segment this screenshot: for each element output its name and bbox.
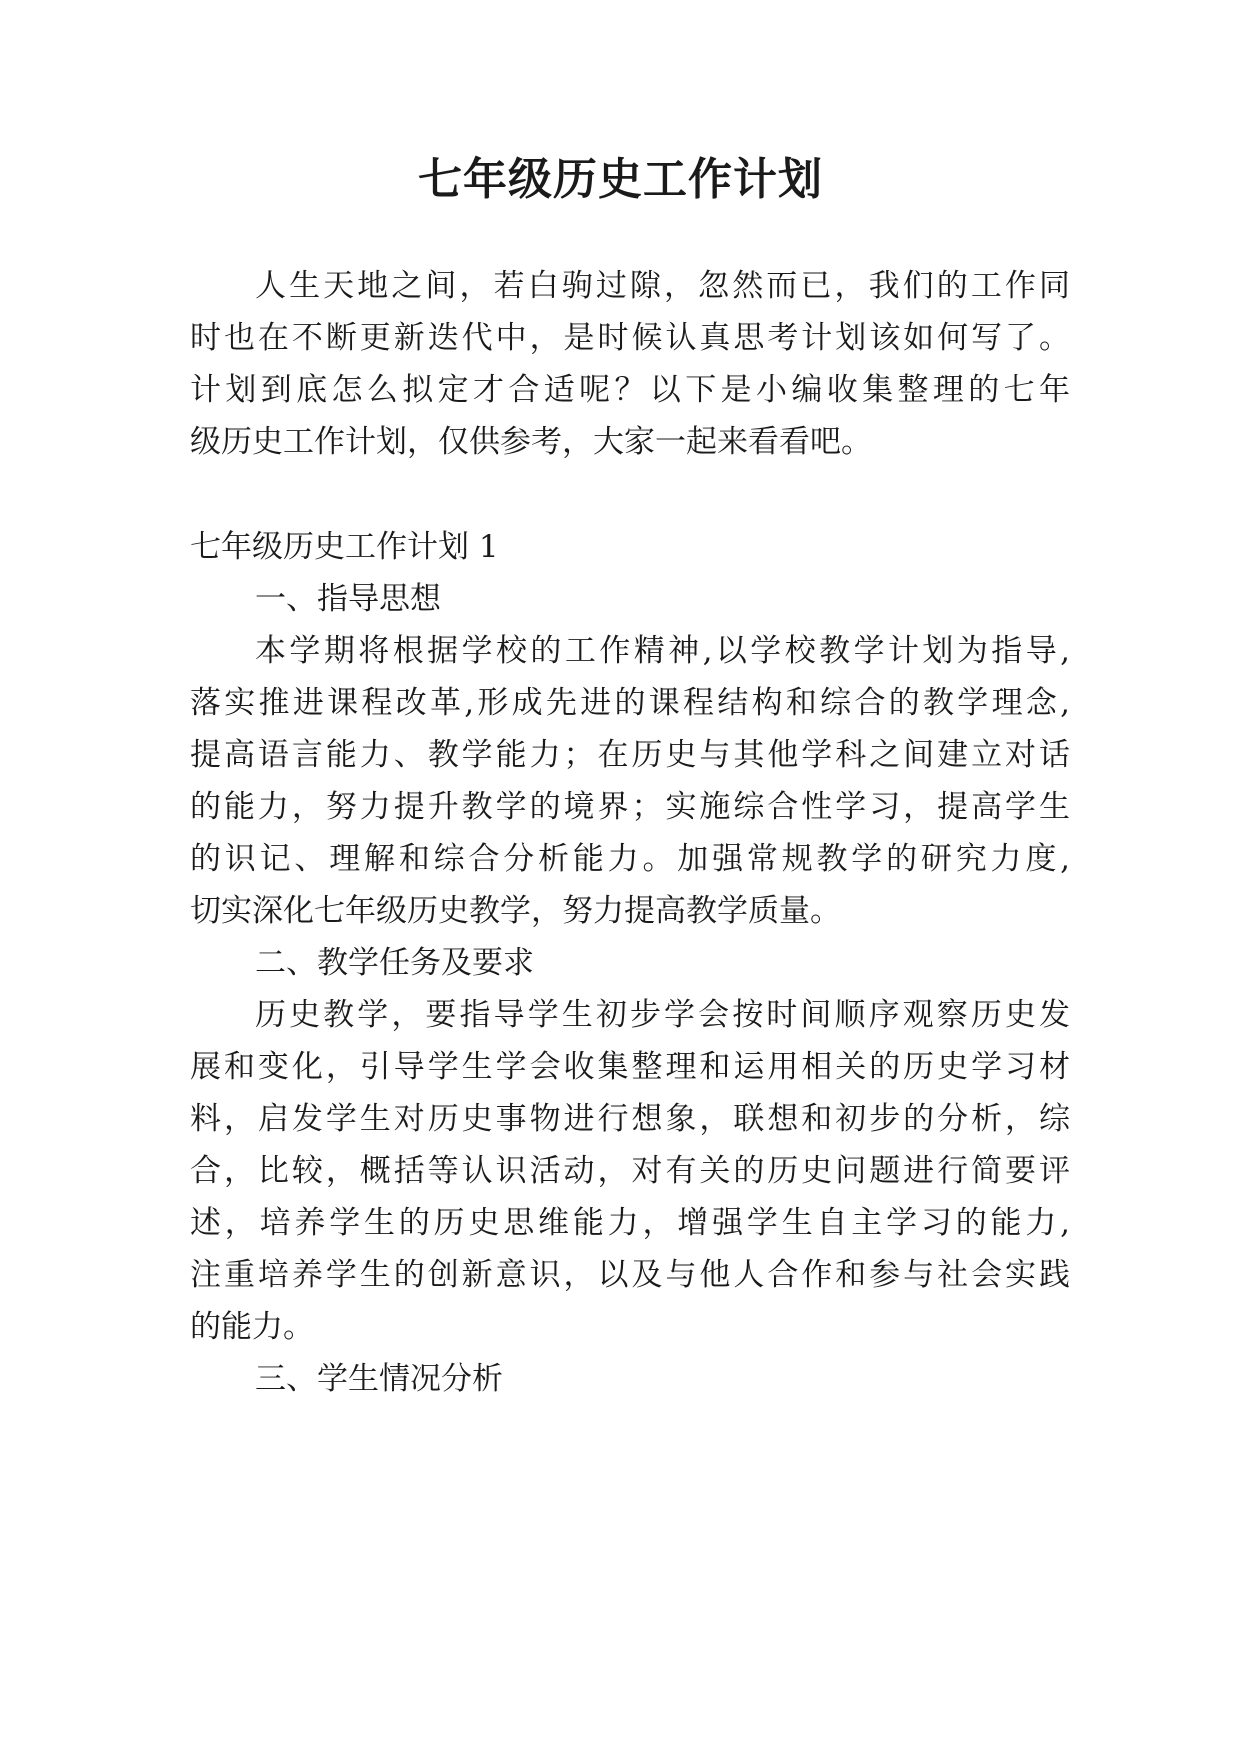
paragraph-line: 展和变化，引导学生学会收集整理和运用相关的历史学习材 [190, 1049, 1070, 1085]
paragraph-line: 料，启发学生对历史事物进行想象，联想和初步的分析，综 [190, 1101, 1070, 1137]
section-title: 七年级历史工作计划 1 [190, 529, 499, 565]
intro-line: 计划到底怎么拟定才合适呢？以下是小编收集整理的七年 [190, 372, 1070, 408]
document-title: 七年级历史工作计划 [418, 154, 823, 205]
paragraph-line: 合，比较，概括等认识活动，对有关的历史问题进行简要评 [190, 1153, 1070, 1189]
intro-line: 人生天地之间，若白驹过隙，忽然而已，我们的工作同 [255, 268, 1070, 304]
intro-line: 级历史工作计划，仅供参考，大家一起来看看吧。 [190, 424, 872, 460]
paragraph-line: 注重培养学生的创新意识，以及与他人合作和参与社会实践 [190, 1257, 1070, 1293]
paragraph-line: 的能力。 [190, 1309, 314, 1345]
paragraph-line: 本学期将根据学校的工作精神,以学校教学计划为指导, [255, 633, 1070, 669]
intro-line: 时也在不断更新迭代中，是时候认真思考计划该如何写了。 [190, 320, 1070, 356]
heading-teaching-tasks: 二、教学任务及要求 [255, 945, 534, 981]
heading-guiding-ideology: 一、指导思想 [255, 581, 441, 617]
paragraph-line: 提高语言能力、教学能力；在历史与其他学科之间建立对话 [190, 737, 1070, 773]
paragraph-line: 落实推进课程改革,形成先进的课程结构和综合的教学理念, [190, 685, 1070, 721]
paragraph-line: 的识记、理解和综合分析能力。加强常规教学的研究力度, [190, 841, 1070, 877]
heading-student-analysis: 三、学生情况分析 [255, 1361, 503, 1397]
paragraph-line: 历史教学，要指导学生初步学会按时间顺序观察历史发 [255, 997, 1070, 1033]
paragraph-line: 的能力，努力提升教学的境界；实施综合性学习，提高学生 [190, 789, 1070, 825]
paragraph-line: 切实深化七年级历史教学，努力提高教学质量。 [190, 893, 841, 929]
paragraph-line: 述，培养学生的历史思维能力，增强学生自主学习的能力, [190, 1205, 1070, 1241]
